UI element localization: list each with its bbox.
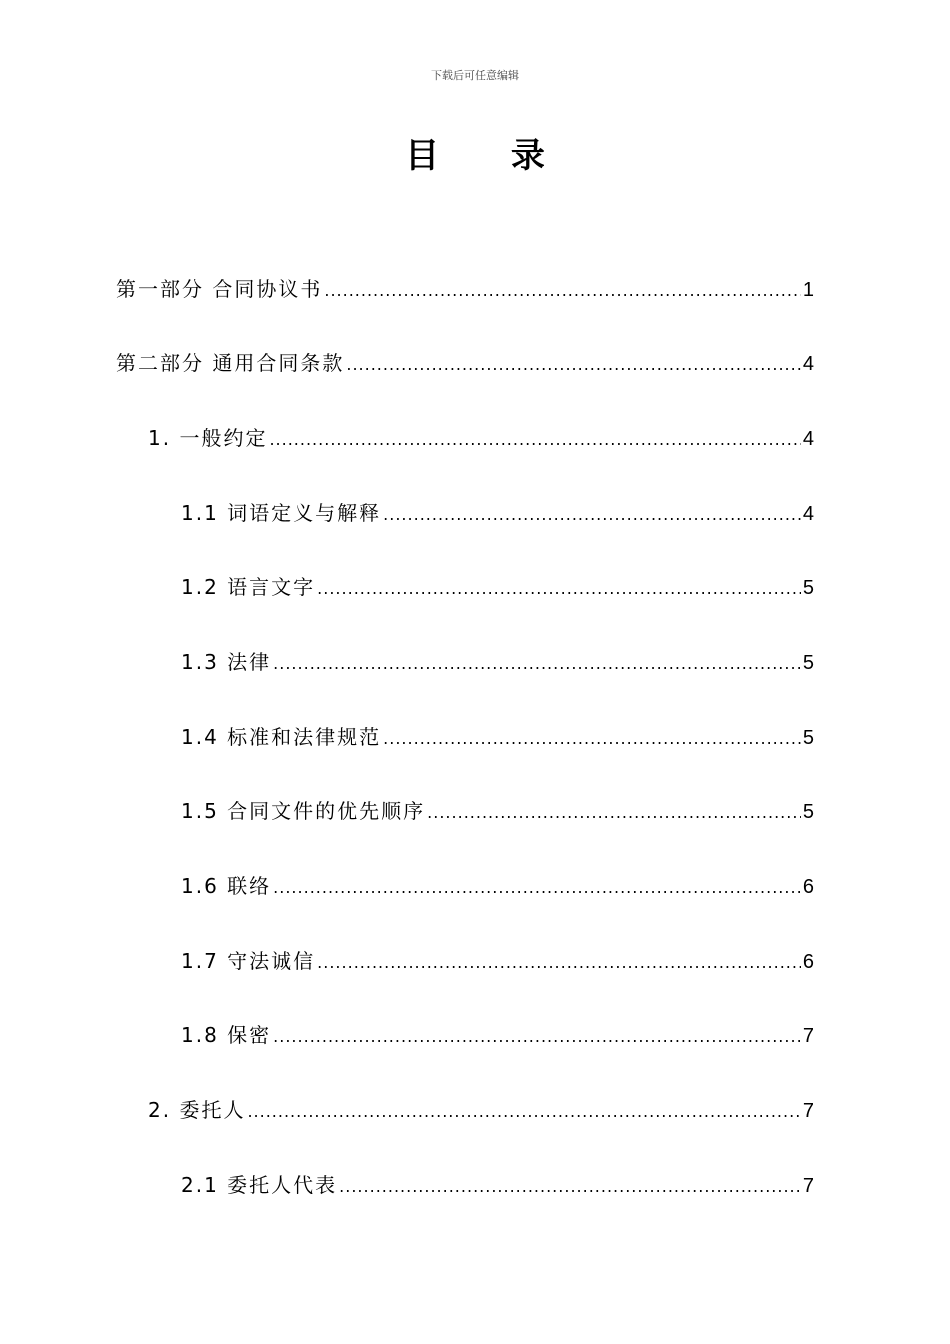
toc-dot-leader — [339, 1172, 801, 1200]
toc-dot-leader — [346, 350, 801, 378]
toc-entry-label: 第二部分 通用合同条款 — [116, 351, 345, 375]
toc-entry[interactable] — [181, 946, 814, 976]
toc-page-number: 5 — [802, 652, 814, 674]
toc-dot-leader — [269, 425, 800, 453]
toc-dot-leader — [247, 1097, 800, 1125]
toc-entry[interactable] — [181, 647, 814, 677]
toc-entry-label: 1.4 标准和法律规范 — [181, 725, 382, 749]
toc-entry[interactable] — [181, 1170, 814, 1200]
toc-entry-label: 2.1 委托人代表 — [181, 1173, 338, 1197]
toc-page-number: 7 — [802, 1100, 814, 1122]
toc-entry-label: 1.1 词语定义与解释 — [181, 501, 382, 525]
toc-dot-leader — [383, 500, 801, 528]
toc-page-number: 4 — [802, 503, 814, 525]
toc-entry-label: 第一部分 合同协议书 — [116, 277, 323, 301]
toc-dot-leader — [273, 1022, 801, 1050]
toc-page-number: 5 — [802, 727, 814, 749]
toc-entry[interactable] — [148, 1095, 814, 1125]
toc-entry[interactable] — [181, 498, 814, 528]
toc-entry[interactable] — [181, 572, 814, 602]
toc-dot-leader — [273, 873, 801, 901]
toc-entry-label: 1.6 联络 — [181, 874, 272, 898]
toc-entry[interactable] — [116, 348, 814, 378]
toc-dot-leader — [317, 948, 801, 976]
toc-page-number: 6 — [802, 876, 814, 898]
toc-page-number: 7 — [802, 1025, 814, 1047]
toc-entry-label: 1.2 语言文字 — [181, 575, 316, 599]
toc-entry[interactable] — [116, 274, 814, 304]
toc-page-number: 6 — [802, 951, 814, 973]
toc-entry-label: 1.7 守法诚信 — [181, 949, 316, 973]
toc-entry[interactable] — [181, 722, 814, 752]
toc-entry[interactable] — [181, 796, 814, 826]
toc-page-number: 5 — [802, 801, 814, 823]
toc-entry-label: 1. 一般约定 — [148, 426, 268, 450]
toc-dot-leader — [427, 798, 801, 826]
toc-entry[interactable] — [181, 1020, 814, 1050]
toc-dot-leader — [317, 574, 801, 602]
toc-entry-label: 1.8 保密 — [181, 1023, 272, 1047]
toc-entry[interactable] — [148, 423, 814, 453]
toc-dot-leader — [383, 724, 801, 752]
toc-page-number: 4 — [802, 428, 814, 450]
page-title: 目 录 — [405, 136, 575, 176]
toc-dot-leader — [324, 276, 801, 304]
header-note: 下载后可任意编辑 — [431, 69, 519, 82]
toc-page-number: 4 — [802, 353, 814, 375]
toc-entry[interactable] — [181, 871, 814, 901]
toc-page-number: 1 — [802, 279, 814, 301]
toc-entry-label: 2. 委托人 — [148, 1098, 246, 1122]
toc-page-number: 5 — [802, 577, 814, 599]
toc-entry-label: 1.3 法律 — [181, 650, 272, 674]
toc-entry-label: 1.5 合同文件的优先顺序 — [181, 799, 426, 823]
toc-page-number: 7 — [802, 1175, 814, 1197]
toc-dot-leader — [273, 649, 801, 677]
